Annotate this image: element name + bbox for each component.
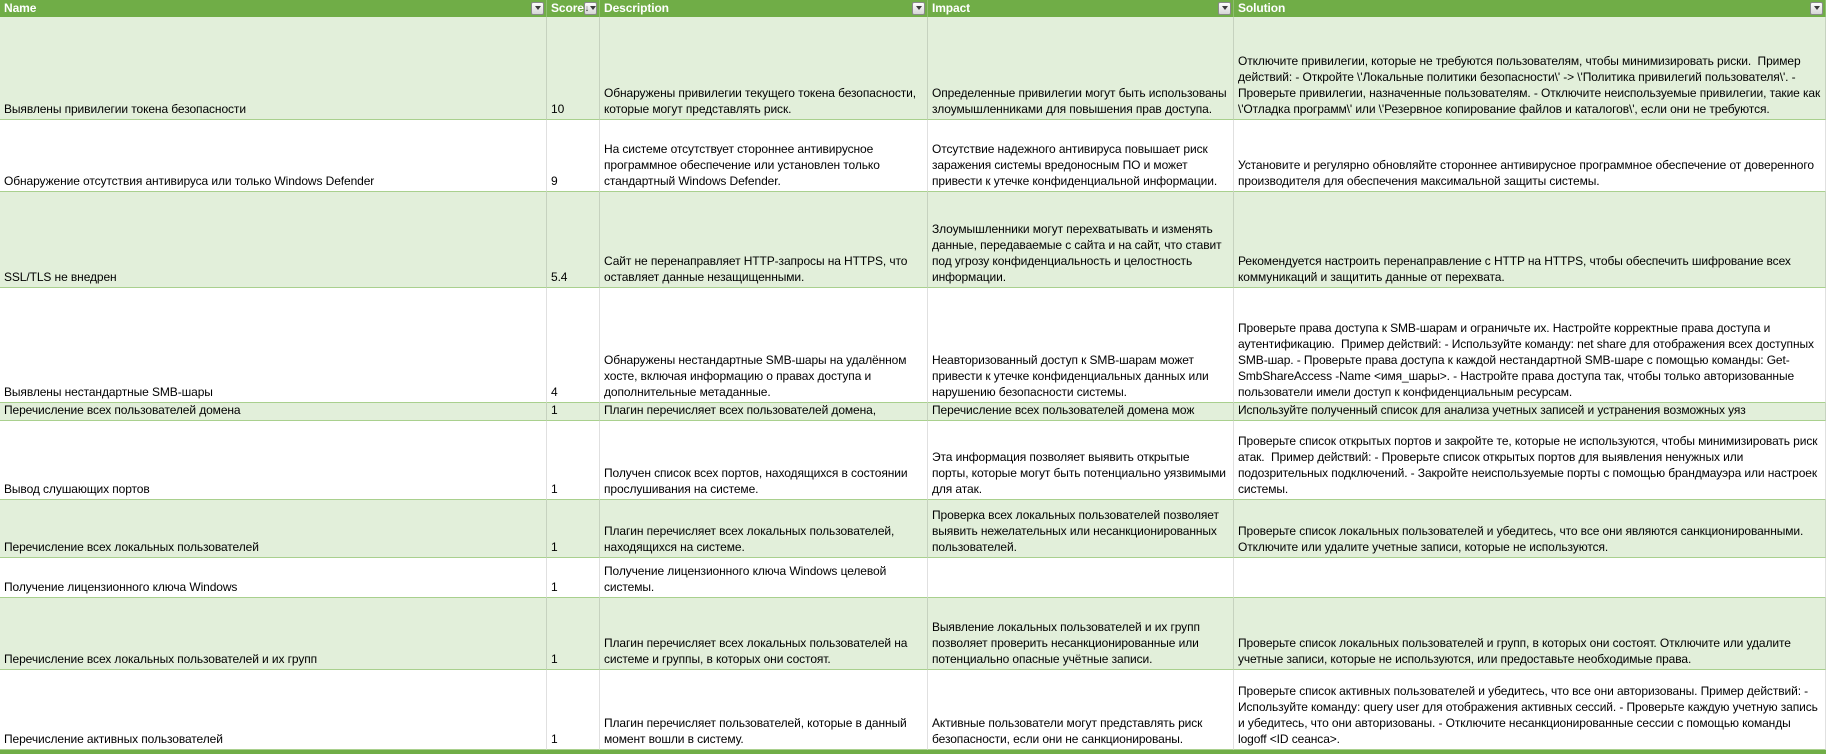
column-label: Description xyxy=(604,1,669,15)
cell-name[interactable] xyxy=(0,598,547,670)
cell-value: Перечисление всех локальных пользователей xyxy=(4,540,259,554)
cell-value: Рекомендуется настроить перенаправление с HTTP на HTTPS, чтобы обеспечить шифрование всех коммуникаций и защитить данные от перехвата. xyxy=(1238,254,1795,284)
cell-solution[interactable] xyxy=(1234,288,1826,403)
cell-name[interactable] xyxy=(0,670,547,750)
cell-value: Выявлены привилегии токена безопасности xyxy=(4,102,246,116)
cell-value: 1 xyxy=(551,732,558,746)
column-header-solution xyxy=(1234,0,1826,17)
cell-score[interactable] xyxy=(547,500,600,558)
cell-description[interactable] xyxy=(600,421,928,500)
cell-value: Проверка всех локальных пользователей позволяет выявить нежелательных или несанкционированных пользователей. xyxy=(932,508,1223,554)
cell-value: Получение лицензионного ключа Windows целевой системы. xyxy=(604,564,890,594)
column-header-score xyxy=(547,0,600,17)
cell-value: Плагин перечисляет всех локальных пользователей на системе и группы, в которых они состоят. xyxy=(604,636,911,666)
cell-value: 9 xyxy=(551,174,558,188)
cell-value: Перечисление активных пользователей xyxy=(4,732,223,746)
column-header-name xyxy=(0,0,547,17)
cell-value: Злоумышленники могут перехватывать и изменять данные, передаваемые с сайта и на сайт, что ставит под угрозу конфиденциальность и целостность информации. xyxy=(932,222,1225,284)
cell-value: Обнаружение отсутствия антивируса или только Windows Defender xyxy=(4,174,375,188)
sort-descending-filter-icon[interactable] xyxy=(584,2,597,15)
cell-solution[interactable] xyxy=(1234,558,1826,598)
cell-value: 1 xyxy=(551,403,558,417)
cell-value: Плагин перечисляет всех пользователей домена, xyxy=(604,403,876,417)
cell-value: Отсутствие надежного антивируса повышает риск заражения системы вредоносным ПО и может привести к утечке конфиденциальной информации. xyxy=(932,142,1218,188)
cell-value: 10 xyxy=(551,102,565,116)
cell-value: Проверьте список активных пользователей и убедитесь, что все они авторизованы. Пример действий: - Используйте команду: query user для отображения активных сессий. - Проверьте каждую учетную запись и убедитесь, что они авторизованы. - Отключите несанкционированные сессии с помощью команды logoff <ID сеанса>. xyxy=(1238,684,1822,746)
cell-impact[interactable] xyxy=(928,120,1234,192)
cell-solution[interactable] xyxy=(1234,192,1826,288)
cell-name[interactable] xyxy=(0,500,547,558)
cell-name[interactable] xyxy=(0,403,547,421)
cell-value: Отключите привилегии, которые не требуются пользователям, чтобы минимизировать риски. Пример действий: - Откройте \'Локальные политики безопасности\' -> \'Политика привилегий пользователя\'. - Проверьте привилегии, назначенные пользователям. - Отключите неиспользуемые привилегии, такие как \'Отладка программ\' или \'Резервное копирование файлов и каталогов\', если они не требуются. xyxy=(1238,54,1824,116)
column-label: Impact xyxy=(932,1,971,15)
cell-value: Получение лицензионного ключа Windows xyxy=(4,580,238,594)
cell-value: Проверьте список открытых портов и закройте те, которые не используются, чтобы минимизировать риск атак. Пример действий: - Проверьте список открытых портов для выявления ненужных или подозрительных подключений. - Закройте неиспользуемые порты с помощью брандмауэра или настроек системы. xyxy=(1238,434,1821,496)
cell-solution[interactable] xyxy=(1234,421,1826,500)
cell-value: 1 xyxy=(551,540,558,554)
chevron-down-icon xyxy=(535,6,541,10)
cell-value: На системе отсутствует стороннее антивирусное программное обеспечение или установлен только стандартный Windows Defender. xyxy=(604,142,884,188)
cell-value: Активные пользователи могут представлять риск безопасности, если они не санкционированы. xyxy=(932,716,1206,746)
cell-value: Установите и регулярно обновляйте стороннее антивирусное программное обеспечение от доверенного производителя для обеспечения максимальной защиты системы. xyxy=(1238,158,1818,188)
cell-name[interactable] xyxy=(0,288,547,403)
cell-solution[interactable] xyxy=(1234,670,1826,750)
filter-dropdown-icon[interactable] xyxy=(1810,2,1823,15)
sort-descending-arrow-icon: ↓ xyxy=(584,2,590,13)
cell-value: Перечисление всех пользователей домена мож xyxy=(932,403,1195,417)
cell-value: Перечисление всех пользователей домена xyxy=(4,403,241,417)
cell-description[interactable] xyxy=(600,403,928,421)
cell-description[interactable] xyxy=(600,288,928,403)
cell-impact[interactable] xyxy=(928,558,1234,598)
cell-value: 5.4 xyxy=(551,270,568,284)
column-label: Name xyxy=(4,1,37,15)
cell-solution[interactable] xyxy=(1234,17,1826,120)
cell-value: Сайт не перенаправляет HTTP-запросы на HTTPS, что оставляет данные незащищенными. xyxy=(604,254,911,284)
cell-name[interactable] xyxy=(0,421,547,500)
cell-value: Вывод слушающих портов xyxy=(4,482,150,496)
cell-description[interactable] xyxy=(600,192,928,288)
cell-score[interactable] xyxy=(547,288,600,403)
cell-solution[interactable] xyxy=(1234,120,1826,192)
chevron-down-icon xyxy=(590,6,596,10)
column-header-impact xyxy=(928,0,1234,17)
cell-value: Проверьте список локальных пользователей и групп, в которых они состоят. Отключите или удалите учетные записи, которые не используются, или предоставьте необходимые права. xyxy=(1238,636,1795,666)
cell-score[interactable] xyxy=(547,120,600,192)
chevron-down-icon xyxy=(1222,6,1228,10)
cell-description[interactable] xyxy=(600,558,928,598)
cell-solution[interactable] xyxy=(1234,403,1826,421)
table-bottom-border xyxy=(0,750,1826,754)
filter-dropdown-icon[interactable] xyxy=(912,2,925,15)
cell-score[interactable] xyxy=(547,598,600,670)
filter-dropdown-icon[interactable] xyxy=(531,2,544,15)
cell-score[interactable] xyxy=(547,192,600,288)
cell-solution[interactable] xyxy=(1234,500,1826,558)
cell-value: Эта информация позволяет выявить открытые порты, которые могут быть потенциально уязвимыми для атак. xyxy=(932,450,1230,496)
cell-name[interactable] xyxy=(0,558,547,598)
cell-name[interactable] xyxy=(0,17,547,120)
chevron-down-icon xyxy=(1814,6,1820,10)
cell-value: Используйте полученный список для анализа учетных записей и устранения возможных уяз xyxy=(1238,403,1746,417)
cell-description[interactable] xyxy=(600,17,928,120)
column-label: Score xyxy=(551,1,584,15)
cell-score[interactable] xyxy=(547,670,600,750)
cell-value: Определенные привилегии могут быть использованы злоумышленниками для повышения прав доступа. xyxy=(932,86,1230,116)
cell-solution[interactable] xyxy=(1234,598,1826,670)
cell-score[interactable] xyxy=(547,421,600,500)
cell-value: 1 xyxy=(551,652,558,666)
cell-value: Перечисление всех локальных пользователей и их групп xyxy=(4,652,318,666)
cell-value: Плагин перечисляет всех локальных пользователей, находящихся на системе. xyxy=(604,524,898,554)
cell-description[interactable] xyxy=(600,120,928,192)
cell-description[interactable] xyxy=(600,500,928,558)
cell-impact[interactable] xyxy=(928,403,1234,421)
cell-value: SSL/TLS не внедрен xyxy=(4,270,117,284)
cell-impact[interactable] xyxy=(928,288,1234,403)
cell-description[interactable] xyxy=(600,598,928,670)
cell-impact[interactable] xyxy=(928,17,1234,120)
cell-value: Обнаружены привилегии текущего токена безопасности, которые могут представлять риск. xyxy=(604,86,920,116)
cell-value: Выявлены нестандартные SMB-шары xyxy=(4,385,213,399)
cell-value: 1 xyxy=(551,580,558,594)
cell-value: 1 xyxy=(551,482,558,496)
filter-dropdown-icon[interactable] xyxy=(1218,2,1231,15)
column-header-description xyxy=(600,0,928,17)
cell-name[interactable] xyxy=(0,192,547,288)
cell-impact[interactable] xyxy=(928,500,1234,558)
cell-score[interactable] xyxy=(547,403,600,421)
column-label: Solution xyxy=(1238,1,1286,15)
cell-score[interactable] xyxy=(547,558,600,598)
cell-value: Обнаружены нестандартные SMB-шары на удалённом хосте, включая информацию о правах доступа и дополнительные метаданные. xyxy=(604,353,910,399)
chevron-down-icon xyxy=(916,6,922,10)
cell-value: Получен список всех портов, находящихся в состоянии прослушивания на системе. xyxy=(604,466,911,496)
cell-value: Плагин перечисляет пользователей, которые в данный момент вошли в систему. xyxy=(604,716,910,746)
cell-impact[interactable] xyxy=(928,670,1234,750)
cell-impact[interactable] xyxy=(928,421,1234,500)
cell-value: 4 xyxy=(551,385,558,399)
cell-impact[interactable] xyxy=(928,192,1234,288)
cell-value: Выявление локальных пользователей и их групп позволяет проверить несанкционированные или потенциально опасные учётные записи. xyxy=(932,620,1204,666)
cell-name[interactable] xyxy=(0,120,547,192)
cell-value: Неавторизованный доступ к SMB-шарам может привести к утечке конфиденциальных данных или нарушению безопасности системы. xyxy=(932,353,1212,399)
cell-description[interactable] xyxy=(600,670,928,750)
cell-value: Проверьте права доступа к SMB-шарам и ограничьте их. Настройте корректные права доступа и аутентификацию. Пример действий: - Используйте команду: net share для отображения всех доступных SMB-шар. - Проверьте права доступа к каждой нестандартной SMB-шаре с помощью команды: Get-SmbShareAccess -Name <имя_шары>. - Настройте права доступа так, чтобы только авторизованные пользователи имели доступ к конфиденциальным ресурсам. xyxy=(1238,321,1818,399)
cell-score[interactable] xyxy=(547,17,600,120)
cell-impact[interactable] xyxy=(928,598,1234,670)
cell-value: Проверьте список локальных пользователей и убедитесь, что все они являются санкционированными. Отключите или удалите учетные записи, которые не используются. xyxy=(1238,524,1807,554)
